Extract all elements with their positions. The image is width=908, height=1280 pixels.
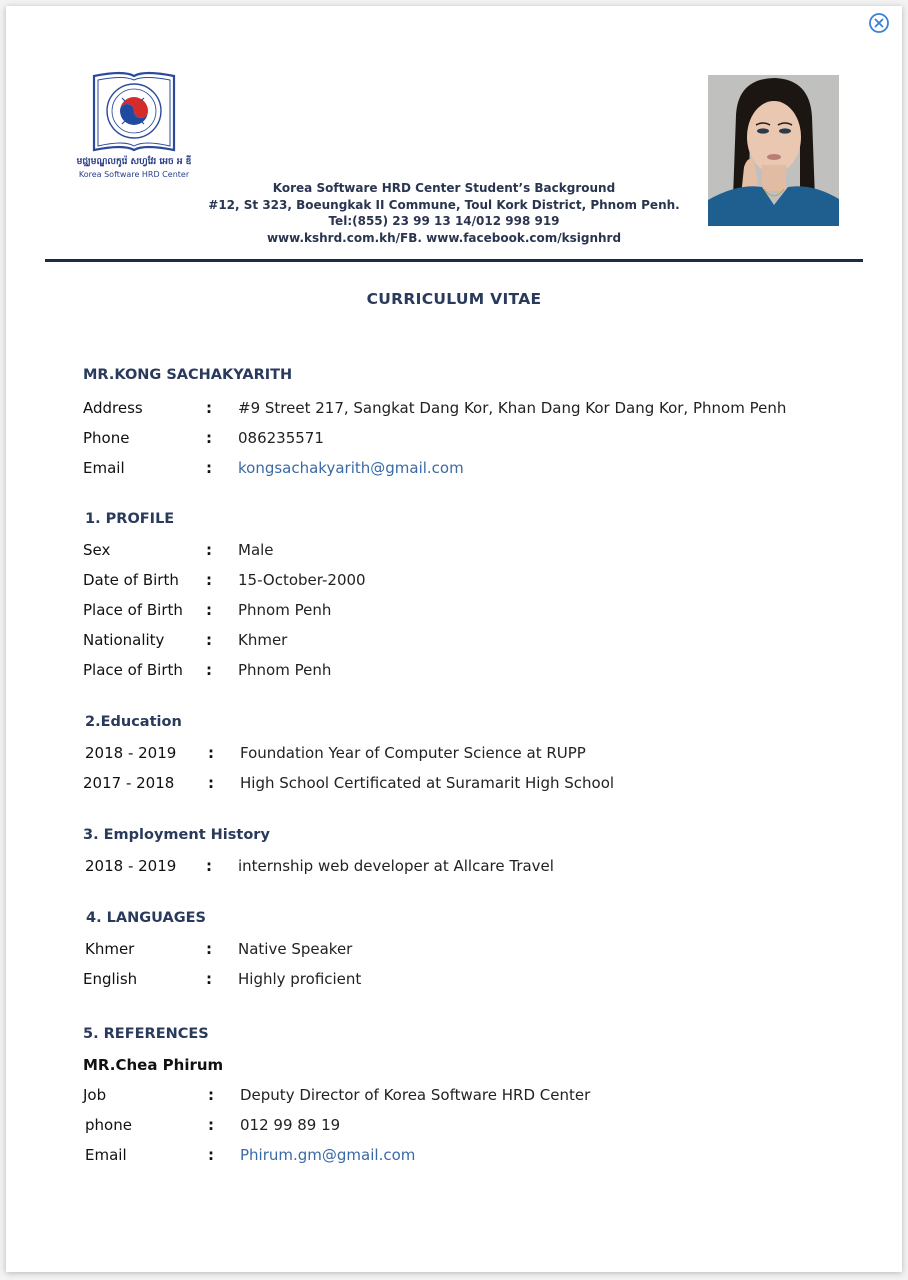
colon: : (206, 399, 212, 417)
education-detail-2: High School Certificated at Suramarit High School (240, 774, 615, 792)
colon: : (206, 541, 212, 559)
education-heading: 2.Education (85, 714, 182, 730)
logo-khmer-text: មជ្ឈមណ្ឌលកូរ៉េ សហ្វវែរ អេច អ ឌី (76, 157, 192, 167)
reference-job-label: Job (83, 1086, 107, 1104)
cv-title: CURRICULUM VITAE (366, 290, 542, 308)
references-heading: 5. REFERENCES (83, 1026, 209, 1042)
phone-label: Phone (83, 429, 130, 447)
place-of-birth-value: Phnom Penh (238, 601, 332, 619)
logo-english-text: Korea Software HRD Center (78, 170, 190, 179)
header-line-3: Tel:(855) 23 99 13 14/012 998 919 (328, 214, 560, 228)
language-2-label: English (83, 970, 138, 988)
place-of-birth-value-2: Phnom Penh (238, 661, 332, 679)
address-value: #9 Street 217, Sangkat Dang Kor, Khan Dang Kor Dang Kor, Phnom Penh (238, 399, 787, 417)
colon: : (206, 661, 212, 679)
sex-value: Male (238, 541, 274, 559)
colon: : (206, 571, 212, 589)
kshrd-logo (76, 70, 192, 182)
header-line-2: #12, St 323, Boeungkak II Commune, Toul Kork District, Phnom Penh. (208, 197, 680, 212)
profile-photo (708, 75, 839, 226)
header-info (200, 180, 688, 246)
nationality-value: Khmer (238, 631, 288, 649)
education-year-1: 2018 - 2019 (85, 744, 177, 762)
colon: : (208, 1086, 214, 1104)
date-of-birth-value: 15-October-2000 (238, 571, 366, 589)
employment-heading: 3. Employment History (83, 827, 270, 843)
colon: : (208, 1146, 214, 1164)
place-of-birth-label-2: Place of Birth (83, 661, 183, 679)
employment-year-1: 2018 - 2019 (85, 857, 177, 875)
education-detail-1: Foundation Year of Computer Science at RUPP (240, 744, 586, 762)
header-line-4: www.kshrd.com.kh/FB. www.facebook.com/ksignhrd (266, 230, 622, 245)
reference-phone-value: 012 99 89 19 (240, 1116, 341, 1134)
language-2-level: Highly proficient (238, 970, 362, 988)
language-1-label: Khmer (85, 940, 135, 958)
colon: : (206, 429, 212, 447)
close-circle-icon (868, 12, 890, 34)
languages-heading: 4. LANGUAGES (86, 910, 206, 926)
address-label: Address (83, 399, 143, 417)
header-divider (45, 259, 863, 262)
email-label: Email (83, 459, 125, 477)
colon: : (206, 857, 212, 875)
reference-email-label: Email (85, 1146, 127, 1164)
education-year-2: 2017 - 2018 (83, 774, 175, 792)
nationality-label: Nationality (83, 631, 165, 649)
sex-label: Sex (83, 541, 111, 559)
colon: : (206, 601, 212, 619)
colon: : (208, 774, 214, 792)
colon: : (208, 1116, 214, 1134)
reference-job-value: Deputy Director of Korea Software HRD Center (240, 1086, 591, 1104)
portrait-image (708, 75, 839, 226)
colon: : (206, 459, 212, 477)
colon: : (206, 940, 212, 958)
phone-value: 086235571 (238, 429, 324, 447)
place-of-birth-label: Place of Birth (83, 601, 183, 619)
kshrd-logo-icon (84, 70, 184, 154)
date-of-birth-label: Date of Birth (83, 571, 179, 589)
colon: : (206, 970, 212, 988)
candidate-name: MR.KONG SACHAKYARITH (83, 367, 293, 383)
employment-detail-1: internship web developer at Allcare Travel (238, 857, 554, 875)
reference-email-link[interactable]: Phirum.gm@gmail.com (240, 1146, 416, 1164)
colon: : (206, 631, 212, 649)
reference-name: MR.Chea Phirum (83, 1056, 224, 1074)
colon: : (208, 744, 214, 762)
language-1-level: Native Speaker (238, 940, 353, 958)
reference-phone-label: phone (85, 1116, 132, 1134)
profile-heading: 1. PROFILE (85, 511, 175, 527)
header-line-1: Korea Software HRD Center Student’s Background (272, 181, 616, 195)
close-button[interactable] (868, 12, 890, 34)
email-link[interactable]: kongsachakyarith@gmail.com (238, 459, 464, 477)
